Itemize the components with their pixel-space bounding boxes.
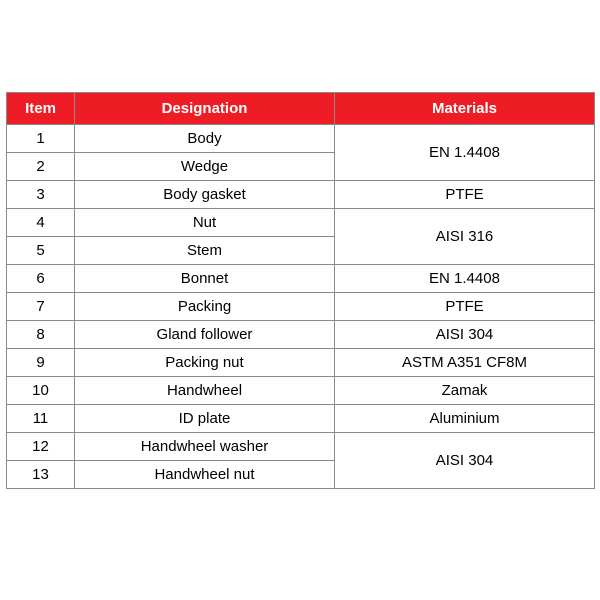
material-cell: Aluminium	[335, 405, 595, 433]
designation-cell: Gland follower	[75, 321, 335, 349]
item-number: 10	[7, 377, 75, 405]
designation-cell: ID plate	[75, 405, 335, 433]
materials-table	[6, 92, 595, 489]
designation-cell: Handwheel nut	[75, 461, 335, 489]
table-row	[7, 321, 595, 349]
table-row	[7, 377, 595, 405]
designation-cell: Packing nut	[75, 349, 335, 377]
designation-cell: Packing	[75, 293, 335, 321]
material-cell: PTFE	[335, 181, 595, 209]
material-cell: EN 1.4408	[335, 125, 595, 181]
table-header-row	[7, 93, 595, 125]
item-number: 8	[7, 321, 75, 349]
item-number: 3	[7, 181, 75, 209]
item-number: 7	[7, 293, 75, 321]
item-number: 1	[7, 125, 75, 153]
item-number: 4	[7, 209, 75, 237]
material-cell: AISI 304	[335, 433, 595, 489]
material-cell: PTFE	[335, 293, 595, 321]
table-row	[7, 349, 595, 377]
table-row	[7, 433, 595, 461]
designation-cell: Handwheel washer	[75, 433, 335, 461]
table-body	[7, 125, 595, 489]
designation-cell: Nut	[75, 209, 335, 237]
designation-cell: Wedge	[75, 153, 335, 181]
material-cell: Zamak	[335, 377, 595, 405]
designation-cell: Body	[75, 125, 335, 153]
designation-cell: Body gasket	[75, 181, 335, 209]
designation-cell: Bonnet	[75, 265, 335, 293]
item-number: 12	[7, 433, 75, 461]
material-cell: EN 1.4408	[335, 265, 595, 293]
table-row	[7, 125, 595, 153]
header-item: Item	[7, 93, 75, 125]
table-row	[7, 405, 595, 433]
item-number: 5	[7, 237, 75, 265]
designation-cell: Handwheel	[75, 377, 335, 405]
item-number: 13	[7, 461, 75, 489]
table-row	[7, 265, 595, 293]
item-number: 11	[7, 405, 75, 433]
table-row	[7, 209, 595, 237]
table-row	[7, 181, 595, 209]
item-number: 9	[7, 349, 75, 377]
header-designation: Designation	[75, 93, 335, 125]
material-cell: ASTM A351 CF8M	[335, 349, 595, 377]
item-number: 6	[7, 265, 75, 293]
material-cell: AISI 316	[335, 209, 595, 265]
header-materials: Materials	[335, 93, 595, 125]
designation-cell: Stem	[75, 237, 335, 265]
table-row	[7, 293, 595, 321]
item-number: 2	[7, 153, 75, 181]
material-cell: AISI 304	[335, 321, 595, 349]
